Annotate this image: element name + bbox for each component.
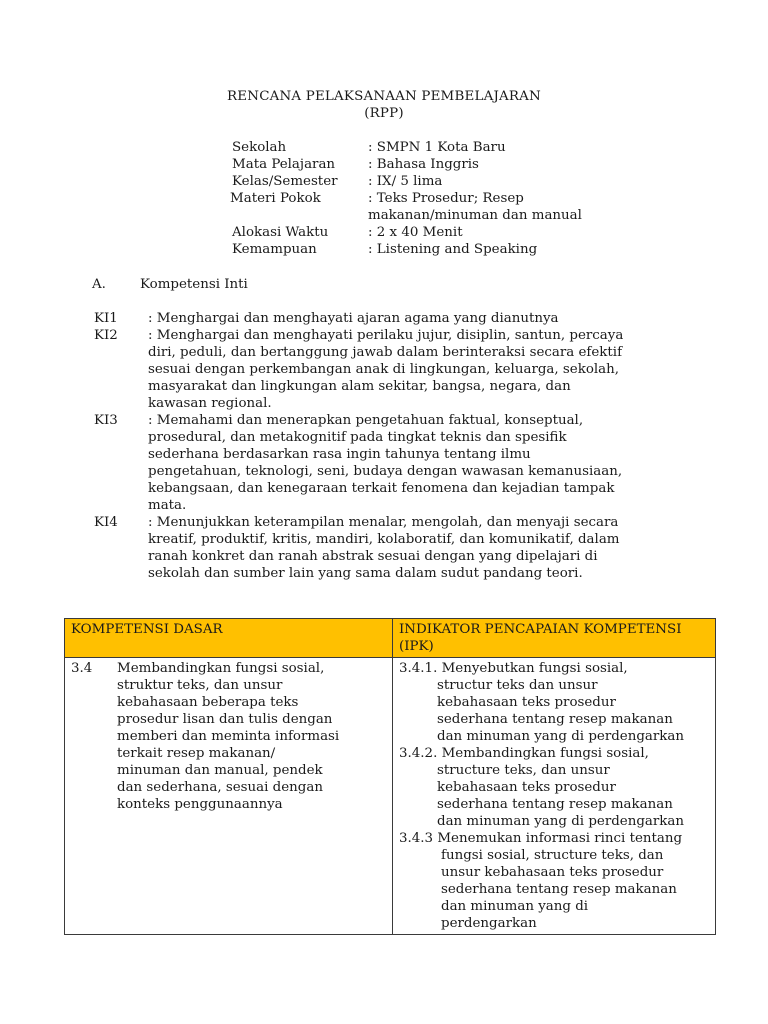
info-value: : 2 x 40 Menit: [368, 225, 463, 240]
info-value-continuation: makanan/minuman dan manual: [368, 208, 582, 223]
ipk-cell: [393, 658, 716, 935]
kd-line: kebahasaan beberapa teks: [117, 695, 299, 710]
info-value: : SMPN 1 Kota Baru: [368, 140, 506, 155]
kd-code: 3.4: [71, 661, 93, 676]
info-row-alokasi-waktu: [232, 224, 463, 241]
info-value: : IX/ 5 lima: [368, 174, 443, 189]
info-row-materi-pokok: [230, 190, 524, 207]
ki-text-line: mata.: [148, 498, 187, 513]
ipk-line: dan minuman yang di perdengarkan: [437, 814, 685, 829]
section-title: Kompetensi Inti: [140, 277, 248, 292]
ipk-line: 3.4.1. Menyebutkan fungsi sosial,: [399, 661, 628, 676]
ipk-item-343: [399, 830, 709, 932]
kd-line: konteks penggunaannya: [117, 797, 283, 812]
ipk-line: dan minuman yang di perdengarkan: [437, 729, 685, 744]
section-letter: A.: [92, 277, 106, 292]
ki-text-line: : Menunjukkan keterampilan menalar, mengolah, dan menyaji secara: [148, 515, 619, 530]
ipk-item-342: [399, 745, 709, 830]
info-row-kelas-semester: [232, 173, 443, 190]
ki3-block: [94, 412, 684, 514]
ipk-line: structur teks dan unsur: [437, 678, 598, 693]
ki-text-line: : Menghargai dan menghayati perilaku jujur, disiplin, santun, percaya: [148, 328, 624, 343]
ki-text-line: prosedural, dan metakognitif pada tingkat teknis dan spesifik: [148, 430, 567, 445]
ki-text-line: sederhana berdasarkan rasa ingin tahunya tentang ilmu: [148, 447, 531, 462]
document-subtitle: (RPP): [364, 106, 404, 121]
ki-code: KI2: [94, 328, 118, 343]
info-label: Mata Pelajaran: [232, 157, 336, 172]
kd-cell: [65, 658, 393, 935]
kd-line: prosedur lisan dan tulis dengan: [117, 712, 333, 727]
ipk-line: structure teks, dan unsur: [437, 763, 610, 778]
table-header-row: [65, 619, 716, 658]
info-label: Sekolah: [232, 140, 287, 155]
info-label: Kemampuan: [232, 242, 317, 257]
info-value: : Teks Prosedur; Resep: [368, 191, 524, 206]
ki2-block: [94, 327, 684, 412]
ipk-line: 3.4.3 Menemukan informasi rinci tentang: [399, 831, 683, 846]
ipk-line: dan minuman yang di: [441, 899, 589, 914]
info-label: Alokasi Waktu: [232, 225, 329, 240]
ki-text-line: kreatif, produktif, kritis, mandiri, kolaboratif, dan komunikatif, dalam: [148, 532, 620, 547]
info-label: Kelas/Semester: [232, 174, 338, 189]
kd-line: dan sederhana, sesuai dengan: [117, 780, 323, 795]
info-row-mata-pelajaran: [232, 156, 479, 173]
ki-text-line: : Menghargai dan menghayati ajaran agama yang dianutnya: [148, 311, 559, 326]
kd-line: struktur teks, dan unsur: [117, 678, 283, 693]
ipk-line: perdengarkan: [441, 916, 537, 931]
ipk-line: sederhana tentang resep makanan: [441, 882, 677, 897]
ki-text-line: sesuai dengan perkembangan anak di lingkungan, keluarga, sekolah,: [148, 362, 620, 377]
ki-text-line: : Memahami dan menerapkan pengetahuan faktual, konseptual,: [148, 413, 584, 428]
ipk-line: unsur kebahasaan teks prosedur: [441, 865, 664, 880]
ki-code: KI1: [94, 311, 118, 326]
ipk-line: fungsi sosial, structure teks, dan: [441, 848, 664, 863]
ki-code: KI3: [94, 413, 118, 428]
ki-text-line: sekolah dan sumber lain yang sama dalam sudut pandang teori.: [148, 566, 583, 581]
competency-table: [64, 618, 716, 935]
info-row-kemampuan: [232, 241, 538, 258]
info-row-sekolah: [232, 139, 506, 156]
section-a-heading: [92, 276, 248, 293]
header-ipk: [393, 619, 716, 658]
header-ipk-line: INDIKATOR PENCAPAIAN KOMPETENSI: [399, 622, 682, 637]
ipk-line: 3.4.2. Membandingkan fungsi sosial,: [399, 746, 649, 761]
table-row: [65, 658, 716, 935]
ki-text-line: diri, peduli, dan bertanggung jawab dalam berinteraksi secara efektif: [148, 345, 623, 360]
info-label: Materi Pokok: [230, 191, 321, 206]
ki-text-line: pengetahuan, teknologi, seni, budaya dengan wawasan kemanusiaan,: [148, 464, 623, 479]
ipk-line: sederhana tentang resep makanan: [437, 797, 673, 812]
ki4-block: [94, 514, 684, 582]
header-ipk-line: (IPK): [399, 639, 434, 654]
ki-text-line: ranah konkret dan ranah abstrak sesuai dengan yang dipelajari di: [148, 549, 598, 564]
info-value: : Bahasa Inggris: [368, 157, 479, 172]
ipk-line: kebahasaan teks prosedur: [437, 695, 616, 710]
ipk-item-341: [399, 660, 709, 745]
kd-line: minuman dan manual, pendek: [117, 763, 323, 778]
kd-line: Membandingkan fungsi sosial,: [117, 661, 325, 676]
ipk-line: kebahasaan teks prosedur: [437, 780, 616, 795]
ki-text-line: masyarakat dan lingkungan alam sekitar, bangsa, negara, dan: [148, 379, 571, 394]
header-kompetensi-dasar: KOMPETENSI DASAR: [65, 619, 393, 658]
ki-text-line: kebangsaan, dan kenegaraan terkait fenomena dan kejadian tampak: [148, 481, 615, 496]
kd-line: terkait resep makanan/: [117, 746, 276, 761]
ki1-block: [94, 310, 684, 327]
ki-text-line: kawasan regional.: [148, 396, 272, 411]
ki-code: KI4: [94, 515, 118, 530]
kd-line: memberi dan meminta informasi: [117, 729, 340, 744]
info-value: : Listening and Speaking: [368, 242, 538, 257]
document-title: RENCANA PELAKSANAAN PEMBELAJARAN: [227, 89, 541, 104]
ipk-line: sederhana tentang resep makanan: [437, 712, 673, 727]
